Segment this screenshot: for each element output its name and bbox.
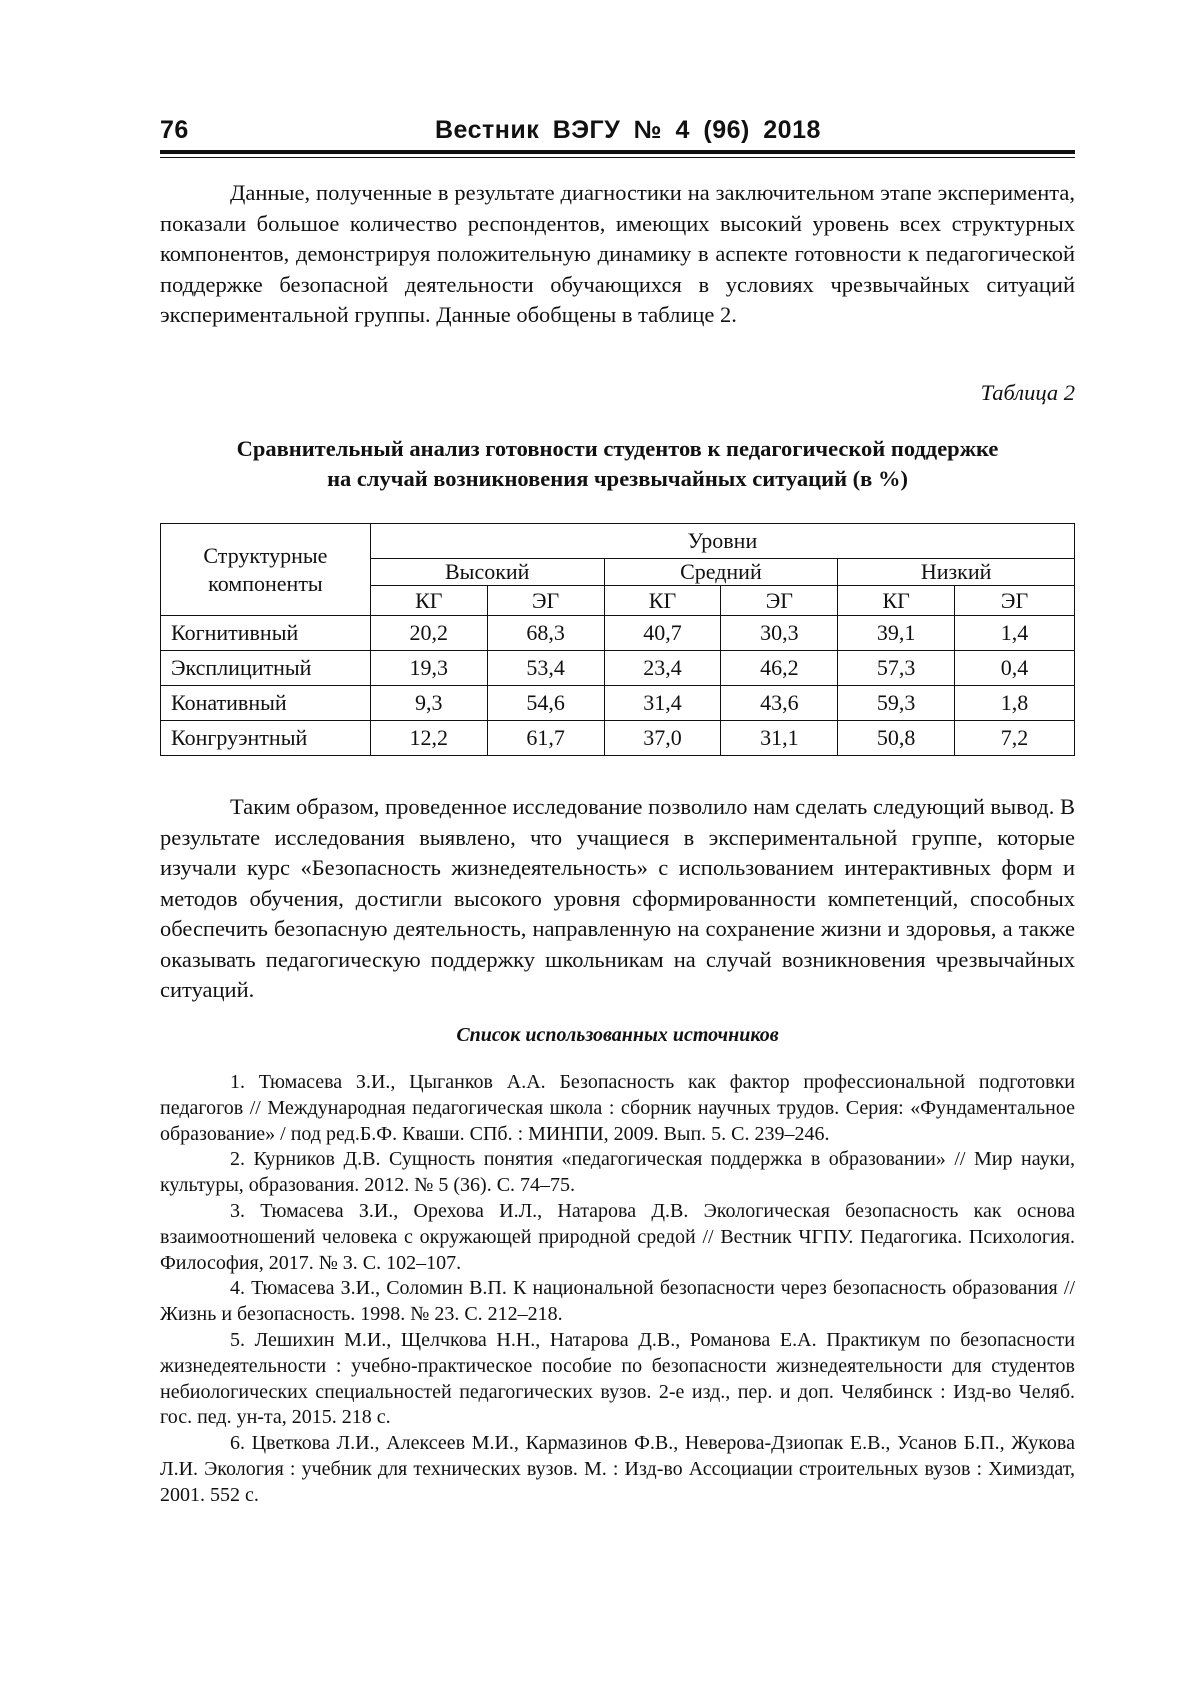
group-header-medium: Средний [604, 559, 838, 586]
running-header [160, 116, 1075, 150]
row-label: Конгруэнтный [161, 721, 371, 756]
levels-header: Уровни [370, 524, 1074, 559]
table-cell: 61,7 [487, 721, 604, 756]
table-label: Таблица 2 [980, 380, 1075, 405]
subheader-eg: ЭГ [487, 586, 604, 616]
components-header: Структурные компоненты [161, 524, 371, 616]
table-title-line-2: на случай возникновения чрезвычайных ситуаций (в %) [327, 466, 908, 491]
reference-item: 2. Курников Д.В. Сущность понятия «педагогическая поддержка в образовании» // Мир науки, культуры, образования. 2012. № 5 (36). С. 74–75. [160, 1148, 1075, 1197]
page-number: 76 [160, 116, 189, 144]
subheader-eg: ЭГ [721, 586, 838, 616]
subheader-kg: КГ [370, 586, 487, 616]
table-cell: 53,4 [487, 651, 604, 686]
intro-paragraph: Данные, полученные в результате диагностики на заключительном этапе эксперимента, показали большое количество респондентов, имеющих высокий уровень всех структурных компонентов, демонстрируя положительную динамику в аспекте готовности к педагогической поддержке безопасной деятельности обучающихся в условиях чрезвычайных ситуаций экспериментальной группы. Данные обобщены в таблице 2. [160, 180, 1075, 327]
reference-item: 3. Тюмасева З.И., Орехова И.Л., Натарова Д.В. Экологическая безопасность как основа взаимоотношений человека с окружающей природной средой // Вестник ЧГПУ. Педагогика. Психология. Философия, 2017. № 3. С. 102–107. [160, 1199, 1075, 1274]
comparison-table [160, 523, 1075, 756]
subheader-eg: ЭГ [955, 586, 1075, 616]
table-cell: 43,6 [721, 686, 838, 721]
intro-paragraph-block [160, 178, 1075, 331]
header-rule-thick [160, 150, 1075, 154]
table-cell: 46,2 [721, 651, 838, 686]
row-label: Эксплицитный [161, 651, 371, 686]
reference-item: 6. Цветкова Л.И., Алексеев М.И., Кармазинов Ф.В., Неверова-Дзиопак Е.В., Усанов Б.П., Жукова Л.И. Экология : учебник для технических вузов. М. : Изд-во Ассоциации строительных вузов : Химиздат, 2001. 552 с. [160, 1432, 1075, 1506]
journal-title: Вестник ВЭГУ № 4 (96) 2018 [435, 116, 821, 144]
table-cell: 9,3 [370, 686, 487, 721]
table-cell: 57,3 [838, 651, 955, 686]
table-cell: 68,3 [487, 616, 604, 651]
conclusion-paragraph: Таким образом, проведенное исследование позволило нам сделать следующий вывод. В результате исследования выявлено, что учащиеся в экспериментальной группе, которые изучали курс «Безопасность жизнедеятельность» с использованием интерактивных форм и методов обучения, достигли высокого уровня сформированности компетенций, способных обеспечить безопасную деятельность, направленную на сохранение жизни и здоровья, а также оказывать педагогическую поддержку школьникам на случай возникновения чрезвычайных ситуаций. [160, 794, 1075, 1002]
table-cell: 31,4 [604, 686, 721, 721]
conclusion-paragraph-block [160, 792, 1075, 1006]
table-cell: 19,3 [370, 651, 487, 686]
table-header-levels-row [161, 524, 1075, 559]
table-cell: 39,1 [838, 616, 955, 651]
reference-item: 5. Лешихин М.И., Щелчкова Н.Н., Натарова Д.В., Романова Е.А. Практикум по безопасности жизнедеятельности : учебно-практическое пособие по безопасности жизнедеятельности для студентов небиологических специальностей педагогических вузов. 2-е изд., пер. и доп. Челябинск : Изд-во Челяб. гос. пед. ун-та, 2015. 218 с. [160, 1328, 1075, 1429]
table-cell: 7,2 [955, 721, 1075, 756]
table-cell: 50,8 [838, 721, 955, 756]
row-label: Когнитивный [161, 616, 371, 651]
reference-item: 4. Тюмасева З.И., Соломин В.П. К национальной безопасности через безопасность образования // Жизнь и безопасность. 1998. № 23. С. 212–218. [160, 1277, 1075, 1326]
table-title-line-1: Сравнительный анализ готовности студентов к педагогической поддержке [236, 436, 999, 461]
table-cell: 40,7 [604, 616, 721, 651]
group-header-high: Высокий [370, 559, 604, 586]
table-cell: 1,4 [955, 616, 1075, 651]
reference-item: 1. Тюмасева З.И., Цыганков А.А. Безопасность как фактор профессиональной подготовки педагогов // Международная педагогическая школа : сборник научных трудов. Серия: «Фундаментальное образование» / под ред.Б.Ф. Кваши. СПб. : МИНПИ, 2009. Вып. 5. С. 239–246. [160, 1071, 1075, 1145]
table-row [161, 721, 1075, 756]
table-title [160, 434, 1075, 494]
table-cell: 59,3 [838, 686, 955, 721]
table-row [161, 686, 1075, 721]
table-cell: 54,6 [487, 686, 604, 721]
table-cell: 23,4 [604, 651, 721, 686]
header-rule-thin [160, 157, 1075, 158]
subheader-kg: КГ [838, 586, 955, 616]
table-cell: 1,8 [955, 686, 1075, 721]
table-cell: 30,3 [721, 616, 838, 651]
table-cell: 12,2 [370, 721, 487, 756]
table-row [161, 651, 1075, 686]
table-cell: 0,4 [955, 651, 1075, 686]
group-header-low: Низкий [838, 559, 1075, 586]
table-row [161, 616, 1075, 651]
subheader-kg: КГ [604, 586, 721, 616]
references-title: Список использованных источников [456, 1024, 779, 1046]
row-label: Конативный [161, 686, 371, 721]
table-cell: 31,1 [721, 721, 838, 756]
references-list [160, 1070, 1075, 1509]
table-cell: 37,0 [604, 721, 721, 756]
table-cell: 20,2 [370, 616, 487, 651]
